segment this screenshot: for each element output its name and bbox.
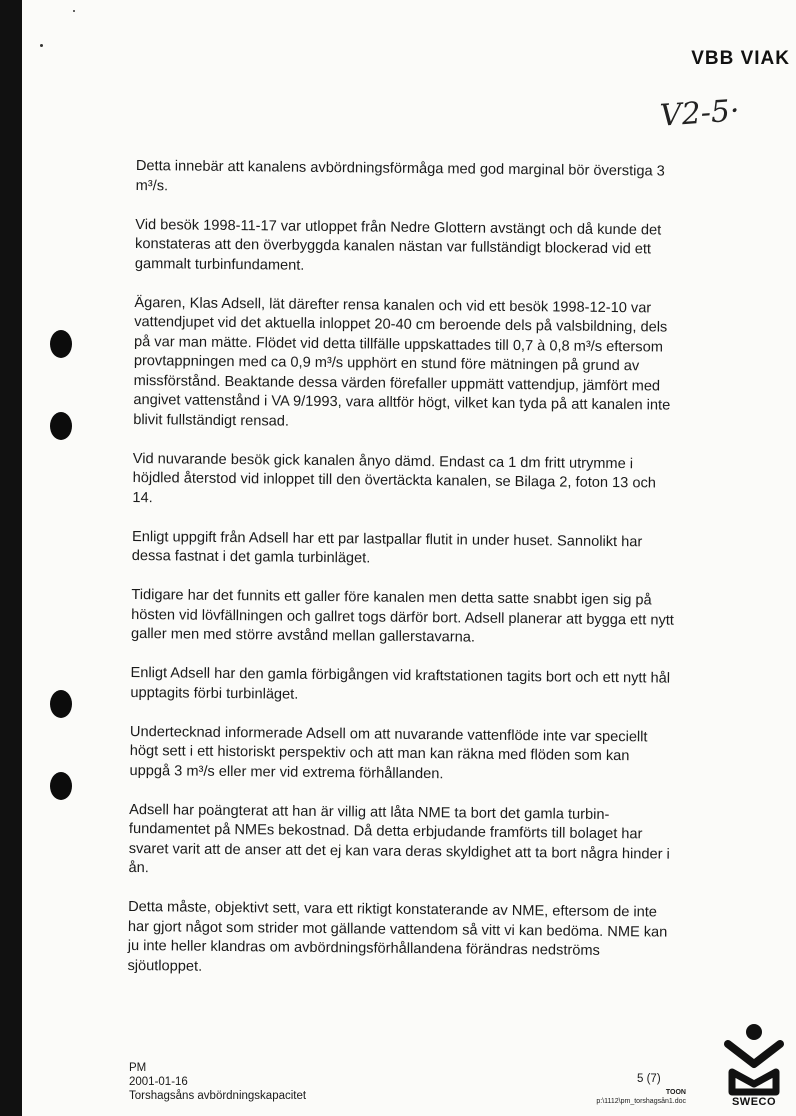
footer <box>129 1061 306 1103</box>
punch-hole <box>50 690 72 718</box>
paragraph: Detta måste, objektivt sett, vara ett riktigt konstaterande av NME, eftersom de inte har gjort något som strider mot gällande vattendom så vitt vi kan bedöma. NME kan ju inte heller klandras om avbördningsförhållandena förändras nedströms sjöutloppet. <box>127 898 668 975</box>
author-code: TOON <box>665 1089 686 1096</box>
paragraph: Undertecknad informerade Adsell om att nuvarande vattenflöde inte var speciellt högt sett i ett historiskt perspektiv och att man kan räkna med flöden som kan uppgå 3 m³/s eller mer vid extrema förhållanden. <box>129 723 648 782</box>
paragraph: Vid besök 1998-11-17 var utloppet från Nedre Glottern avstängt och då kunde det konstateras att den överbyggda kanalen nästan var fullständigt blockerad vid ett gammalt turbinfundament. <box>134 216 662 274</box>
scan-speck <box>73 10 75 12</box>
sweco-figure-icon <box>722 1020 786 1096</box>
sweco-logo <box>722 1020 786 1110</box>
punch-hole <box>50 412 72 440</box>
paragraph: Adsell har poängterat att han är villig att låta NME ta bort det gamla turbin-fundamentet på NMEs bekostnad. Då detta erbjudande framförts till bolaget har svaret varit att de anser att det ej kan vara deras skyldighet att ta bort några hinder i ån. <box>128 801 670 877</box>
paragraph: Ägaren, Klas Adsell, lät därefter rensa kanalen och vid ett besök 1998-12-10 var vattendjupet vid det aktuella inloppet 20-40 cm beroende dels på valsbildning, dels på var man mätte. Flödet vid detta tillfälle uppskattades till 0,7 à 0,8 m³/s eftersom provtappningen med ca 0,9 m³/s upphört en stund före mätningen på grund av missförstånd. Beaktande dessa värden förefaller uppmätt vattendjup, jämfört med angivet vattenstånd i VA 9/1993, vara alltför högt, vilket kan tyda på att kanalen inte blivit fullständigt rensad. <box>133 294 671 430</box>
paragraph: Enligt uppgift från Adsell har ett par lastpallar flutit in under huset. Sannolikt har dessa fastnat i det gamla turbinläget. <box>131 528 643 567</box>
sweco-wordmark: SWECO <box>731 1096 777 1108</box>
doc-type: PM <box>129 1062 147 1074</box>
doc-id <box>596 1088 686 1106</box>
doc-date: 2001-01-16 <box>129 1076 188 1088</box>
paragraph: Tidigare har det funnits ett galler före kanalen men detta satte snabbt igen sig på hösten vid lövfällningen och gallret togs därför bort. Adsell planerar att bygga ett nytt galler men med större avstånd mellan gallerstavarna. <box>130 586 674 646</box>
handwritten-note: V2-5· <box>658 93 741 134</box>
paragraph: Vid nuvarande besök gick kanalen ånyo dämd. Endast ca 1 dm fritt utrymme i höjdled återstod vid inloppet till den övertäckta kanalen, se Bilaga 2, foton 13 och 14. <box>132 450 656 506</box>
memo-body <box>127 157 680 1001</box>
page-number: 5 (7) <box>637 1073 661 1085</box>
doc-title: Torshagsåns avbördningskapacitet <box>129 1090 307 1102</box>
scan-edge <box>0 0 22 1116</box>
punch-hole <box>50 330 72 358</box>
punch-hole <box>50 772 72 800</box>
company-name: VBB VIAK <box>691 48 790 69</box>
scan-speck <box>40 44 43 47</box>
paragraph: Enligt Adsell har den gamla förbigången vid kraftstationen tagits bort och ett nytt hål upptagits förbi turbinläget. <box>130 664 671 703</box>
paragraph: Detta innebär att kanalens avbördningsförmåga med god marginal bör överstiga 3 m³/s. <box>135 157 665 194</box>
file-path: p:\1112\pm_torshagsån1.doc <box>596 1098 686 1105</box>
